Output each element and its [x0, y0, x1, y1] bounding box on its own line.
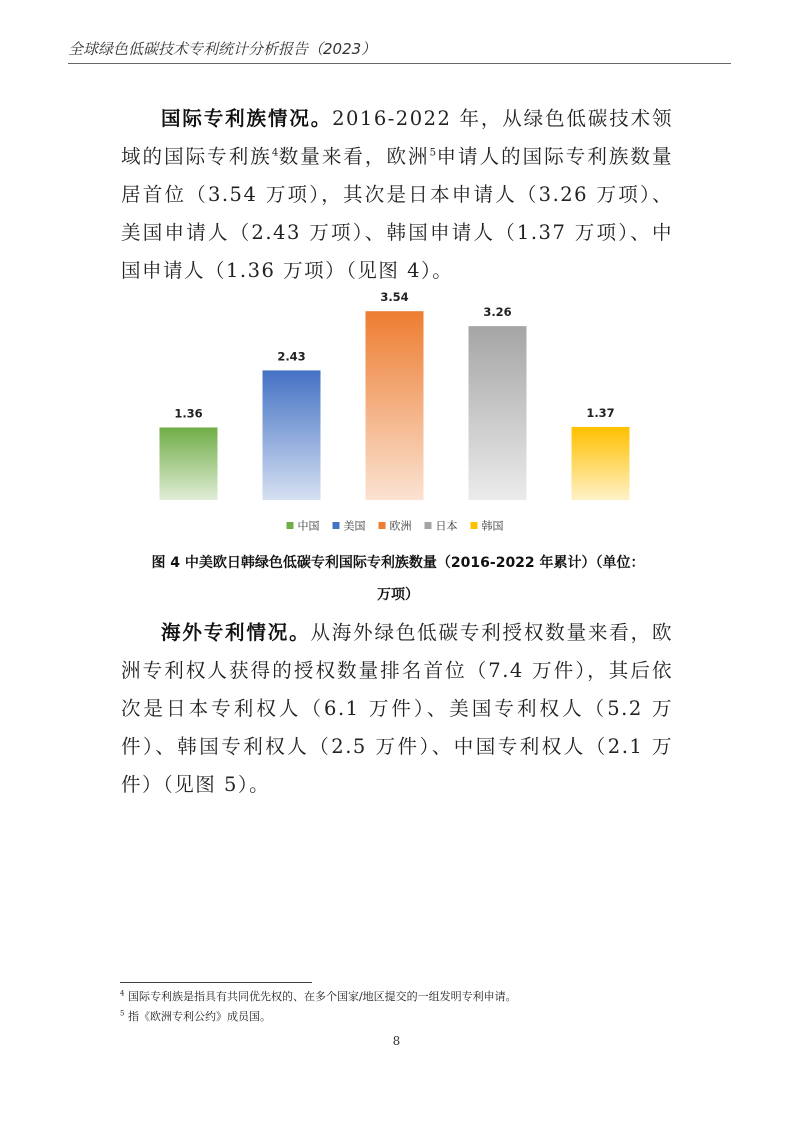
legend-label: 美国: [343, 519, 366, 533]
bar-data-label: 1.37: [586, 405, 615, 420]
bar-3: [366, 311, 424, 500]
footnote-ref-5[interactable]: 5: [429, 147, 436, 159]
legend-label: 中国: [297, 519, 320, 533]
caption-line: 万项）: [377, 587, 419, 603]
legend-swatch: [379, 522, 386, 529]
running-header: 全球绿色低碳技术专利统计分析报告（2023）: [68, 40, 377, 58]
legend-label: 欧洲: [389, 519, 412, 533]
legend-swatch: [425, 522, 432, 529]
paragraph-text: 申请人的国际专利族数量居首位（3.54 万项），其次是日本申请人（3.26 万项）、美国申请人（2.43 万项）、韩国申请人（1.37 万项）、中国申请人（1.36 万项）（见图 4）。: [121, 145, 673, 282]
bar-5: [572, 427, 630, 500]
paragraph-text: 2016-2022 年，从绿色低碳技术领域的国际专利族: [121, 107, 673, 168]
bar-data-label: 2.43: [277, 349, 306, 364]
paragraph-text: 数量来看，欧洲: [278, 145, 430, 168]
footnote-text: 指《欧洲专利公约》成员国。: [127, 1010, 271, 1023]
paragraph-international-families: [121, 100, 673, 290]
legend-swatch: [287, 522, 294, 529]
footnote-item: [120, 987, 680, 1007]
footnotes: [120, 987, 680, 1027]
footnote-rule: [120, 982, 312, 983]
bar-chart: [120, 288, 675, 543]
bar-data-label: 3.26: [483, 305, 512, 320]
chart-svg: [120, 288, 675, 543]
bar-data-label: 3.54: [380, 290, 409, 305]
legend-swatch: [333, 522, 340, 529]
paragraph-lead: 海外专利情况。: [161, 621, 311, 644]
legend-swatch: [471, 522, 478, 529]
paragraph-overseas-patents: [121, 614, 673, 804]
header-rule: [68, 63, 731, 64]
bar-4: [469, 326, 527, 500]
bar-2: [263, 370, 321, 500]
legend-label: 日本: [435, 519, 458, 533]
page-number: 8: [392, 1034, 401, 1048]
figure-caption: [108, 547, 688, 611]
paragraph-lead: 国际专利族情况。: [161, 107, 333, 130]
footnote-text: 国际专利族是指具有共同优先权的、在多个国家/地区提交的一组发明专利申请。: [127, 990, 517, 1003]
bar-data-label: 1.36: [174, 406, 203, 421]
legend-label: 韩国: [481, 519, 504, 533]
caption-line: 图 4 中美欧日韩绿色低碳专利国际专利族数量（2016-2022 年累计）（单位：: [151, 555, 645, 571]
footnote-item: [120, 1007, 680, 1027]
footnote-ref-4[interactable]: 4: [271, 147, 279, 159]
footnote-mark: 5: [120, 1009, 125, 1018]
paragraph-text: 从海外绿色低碳专利授权数量来看，欧洲专利权人获得的授权数量排名首位（7.4 万件），其后依次是日本专利权人（6.1 万件）、美国专利权人（5.2 万件）、韩国专利权人（2.5 万件）、中国专利权人（2.1 万件）（见图 5）。: [121, 621, 673, 796]
footnote-mark: 4: [120, 989, 125, 998]
bar-1: [160, 427, 218, 500]
